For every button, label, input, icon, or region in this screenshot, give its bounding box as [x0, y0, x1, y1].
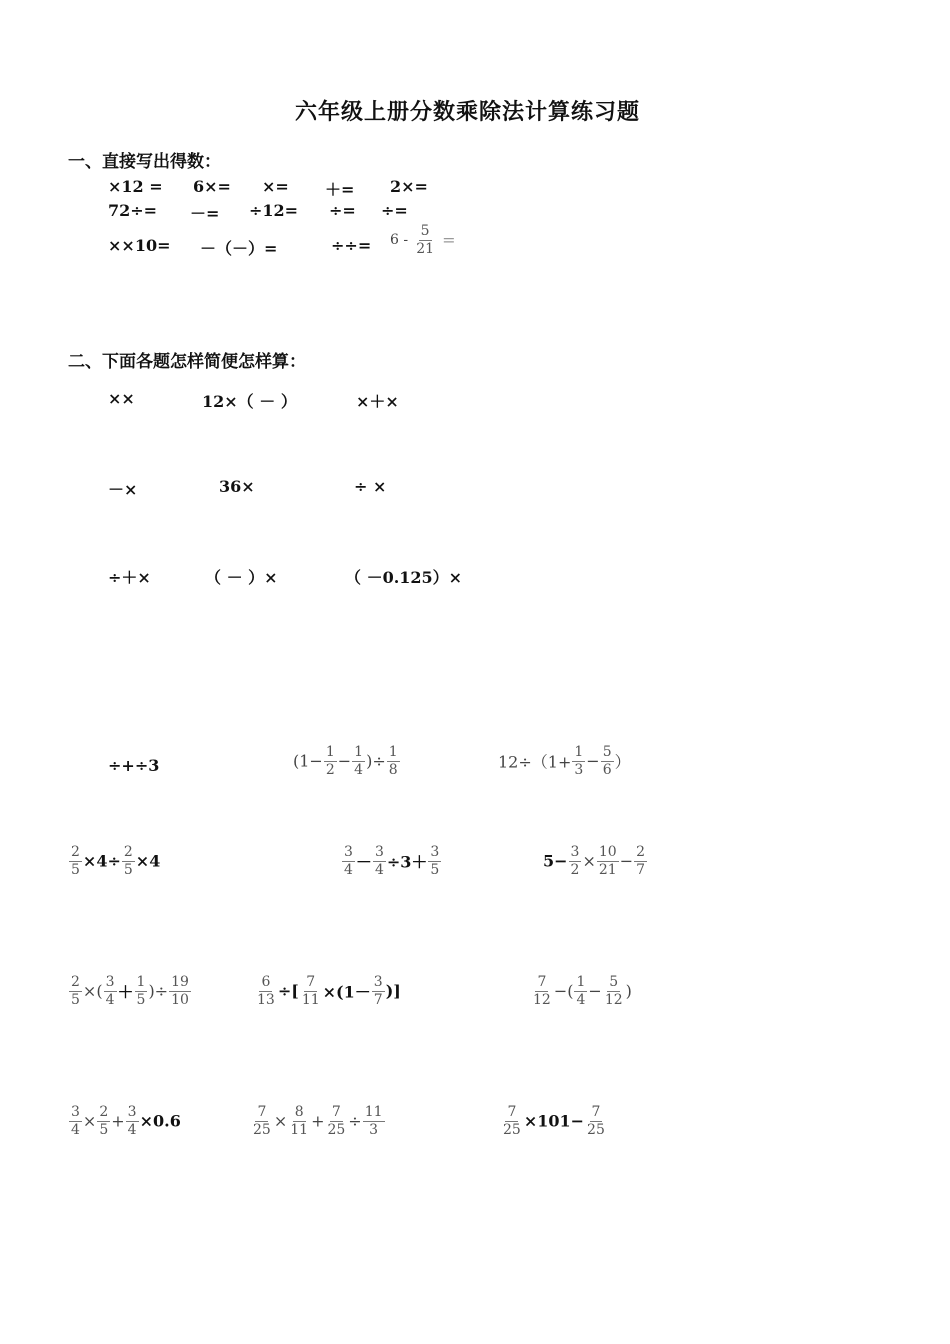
s1-r2-item: 72÷= — [108, 201, 158, 220]
s1-r1-item: ＋= — [325, 180, 355, 199]
page-title: 六年级上册分数乘除法计算练习题 — [295, 99, 641, 125]
s2-r1-item: 12×（ － ） — [202, 392, 297, 411]
s1-r3-item: ÷÷= — [331, 236, 372, 255]
s2-r5-c: 5− $\frac{3}{2}$ × $\frac{10}{21}$ − $\frac{2}{7}$ — [543, 844, 646, 878]
s2-r2-item: －× — [108, 480, 138, 499]
s1-r1-item: ×12 = — [108, 177, 163, 196]
s2-r6-a: $\frac{2}{5}$ ×( $\frac{3}{4}$ ＋ $\frac{1}{5}$ )÷ $\frac{19}{10}$ — [71, 974, 189, 1008]
s2-r6-c: $\frac{7}{12}$ −( $\frac{1}{4}$ − $\frac{5}{12}$ ) — [533, 974, 632, 1008]
s2-r3-item: （ －0.125）× — [345, 568, 463, 587]
s1-r2-item: ÷= — [329, 201, 356, 220]
s1-r2-item: ÷12= — [249, 201, 299, 220]
s1-r1-item: 6×= — [193, 177, 231, 196]
s2-r4-b: (1− $\frac{1}{2}$ − $\frac{1}{4}$ )÷ $\frac{1}{8}$ — [293, 744, 398, 778]
s2-r3-item: ÷＋× — [108, 568, 151, 587]
section2-heading: 二、下面各题怎样简便怎样算： — [68, 352, 306, 372]
s1-r2-item: ÷= — [381, 201, 408, 220]
s2-r5-b: $\frac{3}{4}$ － $\frac{3}{4}$ ÷3＋ $\frac{3}{5}$ — [344, 844, 440, 878]
s2-r5-a: $\frac{2}{5}$ ×4÷ $\frac{2}{5}$ ×4 — [71, 844, 161, 878]
s1-r1-item: ×= — [262, 177, 289, 196]
s1-r3-item: －（－）= — [200, 239, 278, 258]
s2-r2-item: ÷ × — [354, 477, 387, 496]
s2-r7-a: $\frac{3}{4}$ × $\frac{2}{5}$ + $\frac{3}{4}$ ×0.6 — [71, 1104, 181, 1138]
s2-r6-b: $\frac{6}{13}$ ÷[ $\frac{7}{11}$ ×(1－ $\frac{3}{7}$ )] — [257, 974, 401, 1008]
s1-r2-item: －= — [190, 204, 220, 223]
s2-r4-a: ÷+÷3 — [108, 756, 160, 775]
s1-r3-fraction-expr: 6 - $\frac{5}{21}$ = — [390, 223, 456, 257]
s1-r1-item: 2×= — [390, 177, 428, 196]
s2-r4-c: 12÷（1+ $\frac{1}{3}$ − $\frac{5}{6}$ ） — [498, 744, 631, 778]
s2-r7-c: $\frac{7}{25}$ ×101− $\frac{7}{25}$ — [503, 1104, 605, 1138]
s2-r1-item: ×＋× — [356, 392, 399, 411]
s1-r3-item: ××10= — [108, 236, 171, 255]
section1-heading: 一、直接写出得数： — [68, 152, 221, 172]
s2-r7-b: $\frac{7}{25}$ × $\frac{8}{11}$ + $\frac{7}{25}$ ÷ $\frac{11}{3}$ — [253, 1104, 383, 1138]
s2-r3-item: （ － ）× — [205, 568, 278, 587]
s2-r2-item: 36× — [219, 477, 255, 496]
s2-r1-item: ×× — [108, 389, 135, 408]
